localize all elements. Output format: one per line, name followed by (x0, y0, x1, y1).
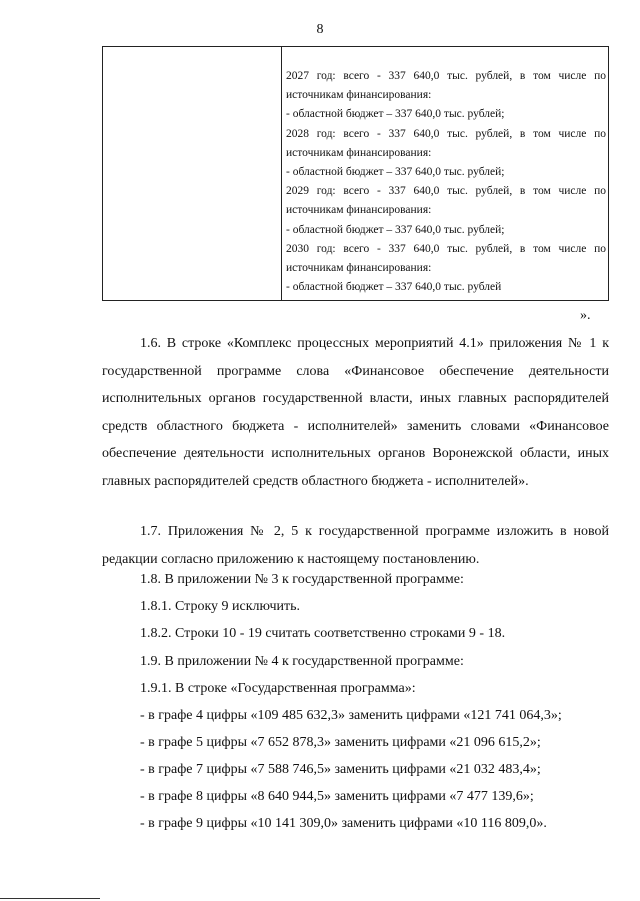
table-line: 2029 год: всего - 337 640,0 тыс. рублей, в том числе по (286, 185, 606, 198)
table-line: 2028 год: всего - 337 640,0 тыс. рублей, в том числе по (286, 127, 606, 140)
footnote-rule (0, 898, 100, 899)
table-line: источникам финансирования: (286, 262, 432, 275)
table-line: - областной бюджет – 337 640,0 тыс. рублей; (286, 223, 505, 236)
table-line: - областной бюджет – 337 640,0 тыс. рублей; (286, 108, 505, 121)
item-1-8-2: 1.8.2. Строки 10 - 19 считать соответственно строками 9 - 18. (140, 626, 506, 641)
item-column-5: - в графе 5 цифры «7 652 878,3» заменить цифрами «21 096 615,2»; (140, 735, 541, 750)
table-left-cell (103, 47, 282, 300)
item-column-9: - в графе 9 цифры «10 141 309,0» заменить цифрами «10 116 809,0». (140, 816, 547, 831)
item-1-9-1: 1.9.1. В строке «Государственная программа»: (140, 681, 416, 696)
item-column-7: - в графе 7 цифры «7 588 746,5» заменить цифрами «21 032 483,4»; (140, 762, 541, 777)
paragraph-1-7: 1.7. Приложения № 2, 5 к государственной программе изложить в новой редакции согласно приложению к настоящему постановлению. (102, 524, 609, 567)
table-line: 2027 год: всего - 337 640,0 тыс. рублей, в том числе по (286, 70, 606, 82)
closing-quote: ». (580, 308, 591, 323)
item-1-9: 1.9. В приложении № 4 к государственной программе: (140, 654, 464, 669)
paragraph-1-6: 1.6. В строке «Комплекс процессных мероприятий 4.1» приложения № 1 к государственной программе слова «Финансовое обеспечение деятельности исполнительных органов государственной власти, иных главных распорядителей средств областного бюджета - исполнителей» заменить словами «Финансовое обеспечение деятельности исполнительных органов Воронежской области, иных главных распорядителей средств областного бюджета - исполнителей». (102, 336, 609, 489)
table-line: 2030 год: всего - 337 640,0 тыс. рублей, в том числе по (286, 242, 606, 255)
paragraph-1-7-block (102, 518, 609, 573)
paragraph-1-6-block (102, 330, 609, 496)
page-number: 8 (316, 22, 324, 37)
item-column-8: - в графе 8 цифры «8 640 944,5» заменить цифрами «7 477 139,6»; (140, 789, 534, 804)
item-1-8: 1.8. В приложении № 3 к государственной программе: (140, 572, 464, 587)
table-line: источникам финансирования: (286, 89, 432, 102)
table-line: источникам финансирования: (286, 204, 432, 217)
table-line: - областной бюджет – 337 640,0 тыс. рублей; (286, 166, 505, 179)
table-line: - областной бюджет – 337 640,0 тыс. рублей (286, 281, 502, 294)
table-line: источникам финансирования: (286, 146, 432, 159)
funding-table (102, 46, 609, 301)
item-column-4: - в графе 4 цифры «109 485 632,3» заменить цифрами «121 741 064,3»; (140, 708, 562, 723)
item-1-8-1: 1.8.1. Строку 9 исключить. (140, 599, 301, 614)
table-right-cell (286, 67, 606, 297)
